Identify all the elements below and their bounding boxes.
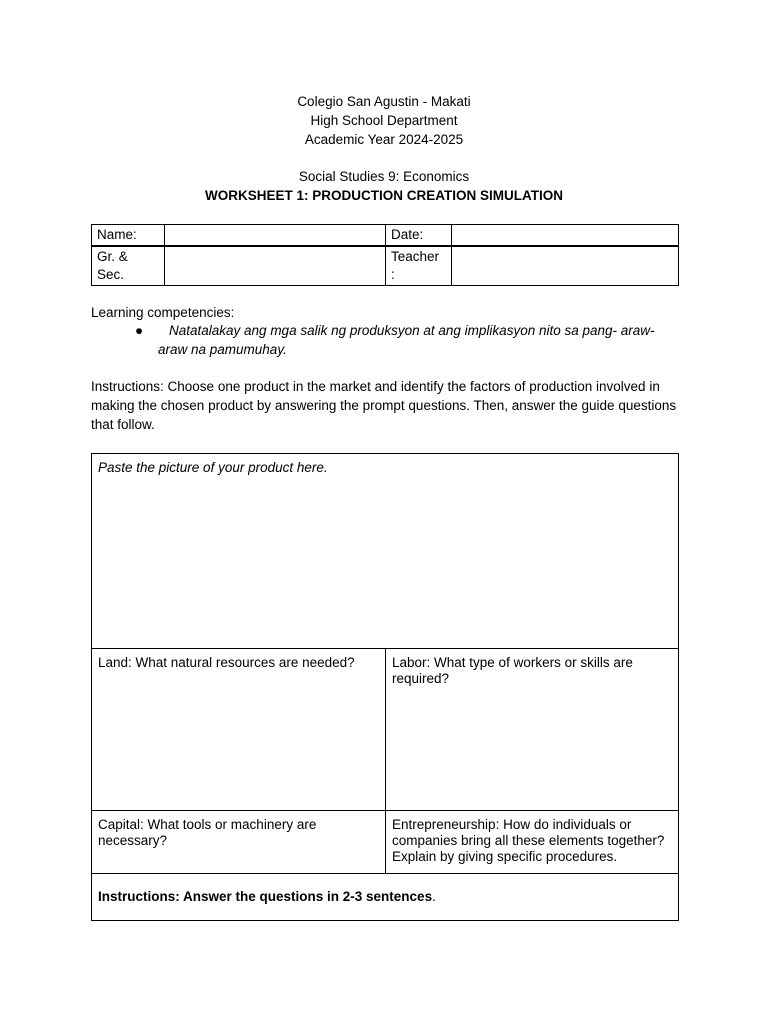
name-field[interactable]: [165, 225, 386, 247]
entrepreneurship-cell[interactable]: [386, 811, 679, 874]
labor-cell[interactable]: [386, 649, 679, 811]
capital-prompt: Capital: What tools or machinery are necessary?: [98, 817, 317, 848]
competencies-label: Learning competencies:: [91, 305, 235, 320]
name-label: Name:: [92, 225, 165, 247]
teacher-label-line1: Teacher: [391, 249, 440, 264]
subject-line: Social Studies 9: Economics: [298, 169, 470, 184]
paste-prompt: Paste the picture of your product here.: [98, 460, 328, 475]
document-header: [0, 92, 768, 205]
land-prompt: Land: What natural resources are needed?: [98, 655, 355, 670]
grade-section-label-line1: Gr. &: [97, 249, 128, 264]
grade-section-label-line2: Sec.: [97, 267, 125, 282]
grade-section-label: [92, 246, 165, 286]
entrepreneurship-prompt: Entrepreneurship: How do individuals or companies bring all these elements together? Explain by giving specific procedures.: [392, 817, 665, 864]
teacher-field[interactable]: [452, 246, 679, 286]
date-label: Date:: [386, 225, 452, 247]
bullet-icon: ●: [135, 323, 144, 338]
final-instructions: Instructions: Answer the questions in 2-3 sentences: [98, 889, 433, 904]
capital-cell[interactable]: [92, 811, 386, 874]
date-field[interactable]: [452, 225, 679, 247]
final-period: .: [432, 889, 436, 904]
teacher-label: [386, 246, 452, 286]
grade-section-field[interactable]: [165, 246, 386, 286]
land-cell[interactable]: [92, 649, 386, 811]
final-instructions-cell: [92, 874, 679, 921]
worksheet-title: WORKSHEET 1: PRODUCTION CREATION SIMULATION: [205, 188, 563, 203]
competency-item: [135, 321, 675, 359]
production-table: [91, 453, 679, 921]
school-name: Colegio San Agustin - Makati: [297, 94, 471, 109]
department-name: High School Department: [310, 113, 458, 128]
labor-prompt: Labor: What type of workers or skills are required?: [392, 655, 633, 686]
competency-text-line1: Natatalakay ang mga salik ng produksyon at ang implikasyon nito sa pang- araw-: [169, 323, 655, 338]
student-info-table: [91, 224, 679, 286]
teacher-label-line2: :: [391, 267, 395, 282]
competency-text-line2: araw na pamumuhay.: [158, 342, 287, 357]
instructions-paragraph: Instructions: Choose one product in the market and identify the factors of production involved in making the chosen product by answering the prompt questions. Then, answer the guide questions that follow.: [91, 379, 677, 432]
product-picture-area[interactable]: [92, 454, 679, 649]
academic-year: Academic Year 2024-2025: [304, 132, 464, 147]
